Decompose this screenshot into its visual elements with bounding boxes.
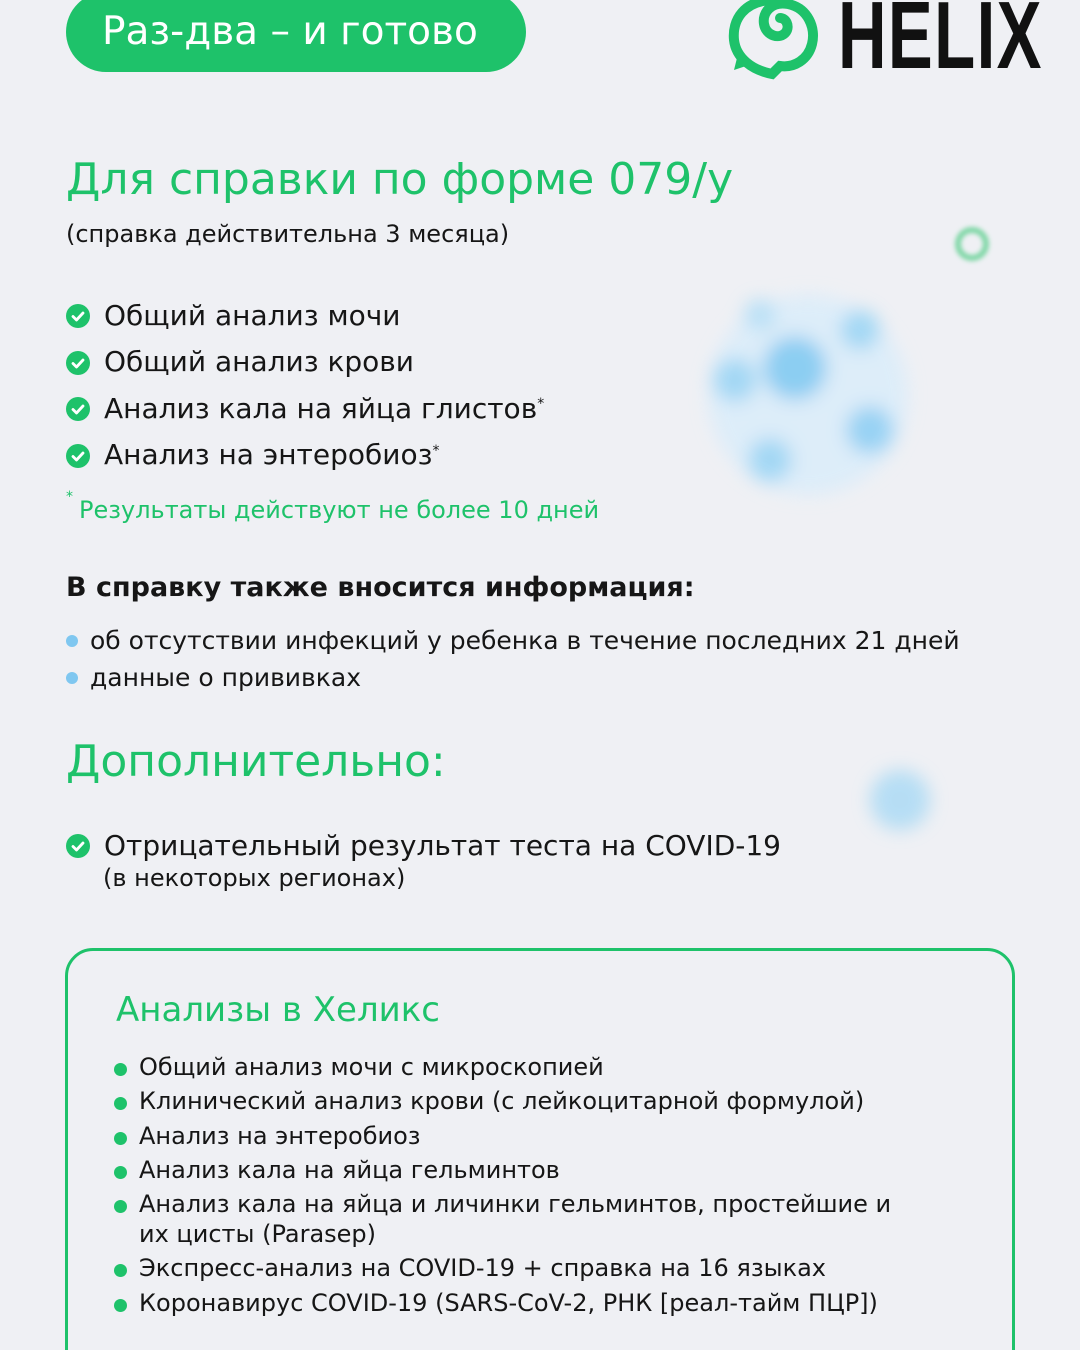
list-item — [114, 1052, 974, 1082]
footnote-star: * — [432, 442, 440, 459]
list-item — [66, 385, 544, 432]
form-checklist — [66, 292, 544, 478]
footnote-star: * — [66, 489, 73, 505]
check-circle-icon — [66, 397, 90, 421]
bullet-dot-icon — [114, 1063, 127, 1076]
small-blob-icon — [870, 770, 930, 830]
list-item — [114, 1189, 894, 1249]
list-item-label: Клинический анализ крови (с лейкоцитарной формулой) — [139, 1087, 865, 1116]
form-subtitle: (справка действительна 3 месяца) — [66, 220, 510, 248]
extra-item-sub: (в некоторых регионах) — [103, 864, 406, 892]
list-item — [114, 1121, 974, 1151]
header-pill-label: Раз-два – и готово — [102, 9, 478, 54]
list-item — [114, 1253, 974, 1283]
list-item — [66, 622, 960, 659]
bullet-dot-icon — [66, 635, 78, 647]
list-item — [66, 432, 544, 479]
footnote-text: Результаты действуют не более 10 дней — [79, 496, 600, 524]
list-item-label: Анализ на энтеробиоз — [139, 1121, 421, 1150]
helix-wordmark: HELIX — [838, 0, 1043, 89]
list-item — [114, 1086, 974, 1116]
check-circle-icon — [66, 834, 90, 858]
helix-tests-title: Анализы в Хеликс — [116, 990, 440, 1030]
list-item-label: Анализ кала на яйца гельминтов — [139, 1155, 560, 1184]
form-title: Для справки по форме 079/у — [66, 154, 734, 205]
list-item-label: данные о прививках — [90, 663, 361, 692]
list-item-label: Анализ кала на яйца и личинки гельминтов, простейшие и их цисты (Parasep) — [139, 1190, 892, 1249]
info-list — [66, 622, 960, 696]
check-circle-icon — [66, 351, 90, 375]
list-item-label: об отсутствии инфекций у ребенка в течение последних 21 дней — [90, 626, 960, 655]
bullet-dot-icon — [114, 1132, 127, 1145]
extra-item-label: Отрицательный результат теста на COVID-19 — [104, 828, 781, 862]
list-item-label: Общий анализ мочи — [104, 298, 401, 332]
bullet-dot-icon — [66, 672, 78, 684]
list-item-label: Анализ на энтеробиоз — [104, 438, 433, 472]
bullet-dot-icon — [114, 1299, 127, 1312]
bullet-dot-icon — [114, 1264, 127, 1277]
ring-blob-icon — [958, 230, 986, 258]
check-circle-icon — [66, 444, 90, 468]
footnote — [66, 489, 600, 524]
info-title: В справку также вносится информация: — [66, 572, 695, 603]
list-item-label: Общий анализ мочи с микроскопией — [139, 1053, 604, 1081]
helix-tests-list — [114, 1052, 974, 1322]
virus-blob-icon — [708, 295, 908, 495]
list-item-label: Анализ кала на яйца глистов — [104, 391, 538, 425]
extra-item — [66, 826, 781, 892]
header-pill — [66, 0, 526, 72]
list-item — [114, 1288, 974, 1318]
list-item-label: Коронавирус COVID-19 (SARS-CoV-2, РНК [реал-тайм ПЦР]) — [139, 1288, 878, 1317]
bullet-dot-icon — [114, 1166, 127, 1179]
list-item — [66, 339, 544, 386]
bullet-dot-icon — [114, 1200, 127, 1213]
extra-title: Дополнительно: — [66, 736, 446, 787]
list-item — [66, 659, 960, 696]
list-item — [114, 1155, 974, 1185]
bullet-dot-icon — [114, 1097, 127, 1110]
list-item-label: Общий анализ крови — [104, 345, 414, 379]
footnote-star: * — [537, 396, 545, 413]
list-item — [66, 292, 544, 339]
check-circle-icon — [66, 304, 90, 328]
list-item-label: Экспресс-анализ на COVID-19 + справка на 16 языках — [139, 1254, 826, 1283]
